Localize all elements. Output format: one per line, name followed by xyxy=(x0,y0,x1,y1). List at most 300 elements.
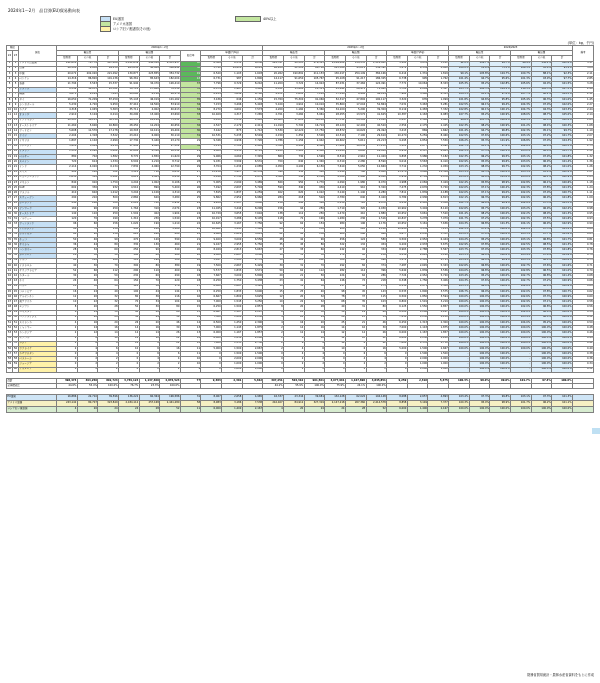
value-cell: 2,000 xyxy=(222,357,243,362)
value-cell: 94.6% xyxy=(469,97,490,102)
value-cell: 100.1% xyxy=(490,149,511,154)
value-cell: 95.1% xyxy=(469,144,490,149)
value-cell: 0.62 xyxy=(573,289,594,294)
value-cell: 93,011 xyxy=(345,66,366,71)
rank-2023-cell: 1 xyxy=(13,61,19,66)
value-cell: 106.8% xyxy=(511,139,532,144)
sub-header-q23-0: 貨物便 xyxy=(263,56,284,61)
value-cell: 96.8% xyxy=(469,253,490,258)
value-cell: 2,942 xyxy=(304,139,325,144)
value-cell: 3,260 xyxy=(284,113,305,118)
value-cell: 1,867 xyxy=(222,284,243,289)
value-cell: 124 xyxy=(345,237,366,242)
value-cell: - xyxy=(511,367,532,372)
value-cell: 100.0% xyxy=(469,331,490,336)
legend-high-swatch xyxy=(235,16,261,22)
value-cell: 1,103 xyxy=(222,71,243,76)
rank-2023-cell: 46 xyxy=(13,294,18,298)
value-cell: 96.9% xyxy=(531,222,552,227)
table-body xyxy=(7,61,594,412)
value-cell: 146 xyxy=(325,279,346,284)
value-cell: 16 xyxy=(345,326,366,331)
rank-2023-cell: 44 xyxy=(13,284,18,288)
value-cell: 36 xyxy=(57,243,78,248)
value-cell: 1,500 xyxy=(407,352,428,357)
value-cell: 730 xyxy=(284,154,305,159)
value-cell: 2,267 xyxy=(242,310,263,315)
value-cell: 1.27 xyxy=(573,170,594,175)
footer-f2-value-cell: 2,147,218 xyxy=(325,400,346,406)
value-cell: 1,850 xyxy=(407,295,428,300)
value-cell: 46,200 xyxy=(263,66,284,71)
value-cell: 117 xyxy=(325,284,346,289)
value-cell: 101.7% xyxy=(449,201,470,206)
value-cell: 100.0% xyxy=(552,336,573,341)
value-cell: 100.3% xyxy=(552,123,573,128)
value-cell: 100.0% xyxy=(449,300,470,305)
value-cell: 103.2% xyxy=(449,232,470,237)
sub-header-p24-2: 計 xyxy=(242,56,263,61)
value-cell: 40 xyxy=(304,289,325,294)
value-cell: 236 xyxy=(263,201,284,206)
value-cell: 97.6% xyxy=(469,279,490,284)
value-cell: 92.3% xyxy=(469,170,490,175)
value-cell: 103.5% xyxy=(469,118,490,123)
value-cell: 11,554 xyxy=(242,170,263,175)
value-cell: 72 xyxy=(284,227,305,232)
value-cell: 6 xyxy=(160,352,181,357)
value-cell: 3,219 xyxy=(428,300,449,305)
value-cell: 14,033 xyxy=(77,87,98,92)
value-cell: 32 xyxy=(98,295,119,300)
value-cell: 5,456 xyxy=(428,201,449,206)
value-cell: 7,031 xyxy=(387,103,408,108)
total-value-cell: 9,259 xyxy=(387,378,408,383)
value-cell: 12.6% xyxy=(469,66,490,71)
value-cell: 1,650 xyxy=(57,175,78,180)
value-cell: 32 xyxy=(304,300,325,305)
rank-2024-cell: 42 xyxy=(7,273,12,277)
footer-f2-value-cell: 327,319 xyxy=(304,400,325,406)
footer-f1-value-cell: 103.1% xyxy=(511,395,532,401)
footer-f2-value-cell: 2,184,112 xyxy=(118,400,139,406)
value-cell: 102.0% xyxy=(552,103,573,108)
rank-2024-cell: 50 xyxy=(7,315,12,319)
value-cell: 37,410 xyxy=(118,103,139,108)
rank-2024-cell: 27 xyxy=(7,196,12,200)
value-cell: 100.0% xyxy=(552,367,573,372)
value-cell: 222,317 xyxy=(263,61,284,66)
value-cell: 1,313 xyxy=(407,320,428,325)
value-cell: 496 xyxy=(366,258,387,263)
value-cell: 20 xyxy=(77,305,98,310)
value-cell: 24 xyxy=(284,310,305,315)
sub-header-vr-0: 貨物便 xyxy=(511,56,532,61)
footer-f1-value-cell: 2,657 xyxy=(407,395,428,401)
rank-2024-cell: 22 xyxy=(7,170,12,174)
value-cell: 21 xyxy=(345,320,366,325)
value-cell: 101.8% xyxy=(449,97,470,102)
value-cell: 43.9% xyxy=(531,66,552,71)
value-cell: 8,770 xyxy=(118,154,139,159)
value-cell: 100.0% xyxy=(469,362,490,367)
value-cell: 43,690 xyxy=(160,113,181,118)
value-cell: 5,400 xyxy=(160,186,181,191)
value-cell: 250 xyxy=(98,212,119,217)
rank-2023-cell: 15 xyxy=(13,133,18,137)
value-cell: 6,014 xyxy=(98,113,119,118)
value-cell: 6,960 xyxy=(242,196,263,201)
value-cell: 24 xyxy=(139,315,160,320)
value-cell: 520 xyxy=(98,201,119,206)
value-cell: 96.8% xyxy=(531,274,552,279)
value-cell: 8,242 xyxy=(242,82,263,87)
value-cell: 5,577 xyxy=(201,269,222,274)
value-cell: 12 xyxy=(180,341,201,346)
value-cell: 101.7% xyxy=(449,217,470,222)
footer-f3-row xyxy=(7,406,594,412)
value-cell: 16 xyxy=(180,300,201,305)
value-cell: 4 xyxy=(77,352,98,357)
value-cell: 10,652 xyxy=(387,212,408,217)
value-cell: 102.2% xyxy=(552,206,573,211)
value-cell: 96,361 xyxy=(118,77,139,82)
value-cell: 104.3% xyxy=(511,103,532,108)
rank-2024-cell: 4 xyxy=(7,77,13,82)
value-cell: 102.3% xyxy=(449,123,470,128)
value-cell: 502 xyxy=(304,196,325,201)
value-cell: 11,420 xyxy=(366,154,387,159)
value-cell: 21 xyxy=(180,243,201,248)
value-cell: 2,121,659 xyxy=(118,61,139,66)
value-cell: 102.0% xyxy=(511,191,532,196)
value-cell: 99.5% xyxy=(490,154,511,159)
value-cell: 2.27 xyxy=(573,103,594,108)
value-cell: 96.8% xyxy=(469,222,490,227)
sub-header-v23-1: その他 xyxy=(345,56,366,61)
value-cell: 49,333 xyxy=(118,118,139,123)
value-cell: 87,031 xyxy=(325,82,346,87)
value-cell: 5,641 xyxy=(242,232,263,237)
value-cell: 11 xyxy=(180,352,201,357)
value-cell: 102.8% xyxy=(511,180,532,185)
value-cell: 2,224 xyxy=(77,92,98,97)
value-cell: 6,791 xyxy=(242,149,263,154)
value-cell: 190 xyxy=(139,258,160,263)
value-cell: 950 xyxy=(284,180,305,185)
rank-2024-cell: 13 xyxy=(7,123,12,127)
value-cell: 115 xyxy=(366,295,387,300)
value-cell: 126,410 xyxy=(160,82,181,87)
value-cell: 16 xyxy=(284,320,305,325)
value-cell: 96.1% xyxy=(531,180,552,185)
value-cell: 250 xyxy=(118,248,139,253)
value-cell: 0.85 xyxy=(573,232,594,237)
footer-f2-value-cell: 3,186 xyxy=(222,400,243,406)
value-cell: 1,500 xyxy=(428,352,449,357)
value-cell: 102.5% xyxy=(511,243,532,248)
value-cell: 6,000 xyxy=(387,336,408,341)
rank-2023-cell: 43 xyxy=(13,279,18,283)
value-cell: 27 xyxy=(180,170,201,175)
value-cell: 96.8% xyxy=(469,263,490,268)
value-cell: 29 xyxy=(263,274,284,279)
value-cell: 60 xyxy=(98,248,119,253)
rank-2024-cell: 24 xyxy=(7,180,12,184)
value-cell: 5,530 xyxy=(263,129,284,134)
value-cell: 40,654 xyxy=(160,123,181,128)
value-cell: 19 xyxy=(180,269,201,274)
value-cell: 8,510 xyxy=(325,154,346,159)
rank-2023-cell: 3 xyxy=(13,71,19,76)
value-cell: 95.8% xyxy=(469,180,490,185)
footer-f3-value-cell: 24 xyxy=(304,406,325,412)
footer-f3-value-cell: 100.0% xyxy=(490,406,511,412)
value-cell: 3,436 xyxy=(201,97,222,102)
value-cell: 29,610 xyxy=(366,134,387,139)
value-cell: 100.0% xyxy=(449,341,470,346)
value-cell: 1,500 xyxy=(222,352,243,357)
rank-2023-cell: 13 xyxy=(13,123,18,127)
value-cell: 0.36 xyxy=(573,357,594,362)
value-cell: 62 xyxy=(263,232,284,237)
rank-2023-cell: 19 xyxy=(13,154,18,158)
footer-f2-value-cell: 8,983 xyxy=(201,400,222,406)
value-cell: 880 xyxy=(57,154,78,159)
value-cell: 100.0% xyxy=(490,310,511,315)
value-cell: 44 xyxy=(139,289,160,294)
value-cell: 1,904 xyxy=(160,212,181,217)
value-cell: 182 xyxy=(304,258,325,263)
value-cell: 99.6% xyxy=(490,160,511,165)
value-cell: 103.3% xyxy=(511,232,532,237)
country-name-cell: スウェーデン xyxy=(19,196,57,201)
value-cell: 190 xyxy=(139,222,160,227)
value-cell: 82 xyxy=(345,253,366,258)
share-value-cell: 100.0% xyxy=(160,384,181,389)
value-cell: 91,940 xyxy=(118,82,139,87)
value-cell: 10,962 xyxy=(387,206,408,211)
value-cell: 0 xyxy=(263,362,284,367)
value-cell: 10,652 xyxy=(387,222,408,227)
value-cell: 9,895 xyxy=(387,154,408,159)
value-cell: 250 xyxy=(304,206,325,211)
value-cell: 1,289,024 xyxy=(325,61,346,66)
value-cell: 5,740 xyxy=(201,66,222,71)
value-cell: 100.0% xyxy=(511,346,532,351)
value-cell: 2,200 xyxy=(428,336,449,341)
value-cell: 6,250 xyxy=(387,320,408,325)
legend-russia-swatch xyxy=(100,26,111,32)
value-cell: 580 xyxy=(366,237,387,242)
footer-f1-value-cell: 97.3% xyxy=(531,395,552,401)
value-cell: 18 xyxy=(180,279,201,284)
value-cell: 1.85 xyxy=(573,118,594,123)
value-cell: 9,950 xyxy=(98,103,119,108)
value-cell: 7,726 xyxy=(242,139,263,144)
footer-f3-value-cell: 24 xyxy=(325,406,346,412)
value-cell: 100.0% xyxy=(531,341,552,346)
value-cell: 40,060 xyxy=(118,92,139,97)
rank-2024-cell: 47 xyxy=(7,299,12,303)
value-cell: 12,220 xyxy=(284,129,305,134)
value-cell: 71.5% xyxy=(490,66,511,71)
value-cell: 10 xyxy=(139,336,160,341)
value-cell: 1,250 xyxy=(407,336,428,341)
value-cell: 100.0% xyxy=(531,331,552,336)
value-cell: 6,500 xyxy=(201,320,222,325)
rank-2024-cell: 26 xyxy=(7,190,12,194)
total-value-cell: 100.3% xyxy=(449,378,470,383)
value-cell: 2 xyxy=(263,331,284,336)
footer-f1-value-cell: 99.8% xyxy=(490,395,511,401)
value-cell: 103.2% xyxy=(511,206,532,211)
footer-f2-value-cell: 2,441,280 xyxy=(160,400,181,406)
value-cell: 4,090 xyxy=(325,180,346,185)
value-cell: 106.2% xyxy=(449,139,470,144)
value-cell: 23,210 xyxy=(118,134,139,139)
value-cell: 39 xyxy=(325,310,346,315)
value-cell: 1,250 xyxy=(222,336,243,341)
value-cell: 102.3% xyxy=(531,87,552,92)
total-value-cell: 77 xyxy=(180,378,201,383)
value-cell: 105.8% xyxy=(449,175,470,180)
value-cell: 5,343 xyxy=(428,263,449,268)
value-cell: 4,100 xyxy=(284,165,305,170)
value-cell: 47,312 xyxy=(325,118,346,123)
footer-f2-value-cell: 98.9% xyxy=(490,400,511,406)
value-cell: 108.0% xyxy=(511,113,532,118)
value-cell: 103.3% xyxy=(552,108,573,113)
footer-f3-value-cell: 20 xyxy=(77,406,98,412)
value-cell: 132 xyxy=(345,243,366,248)
value-cell: 1.36 xyxy=(573,160,594,165)
value-cell: 120 xyxy=(118,284,139,289)
value-cell: 58 xyxy=(345,284,366,289)
value-cell: 29 xyxy=(180,165,201,170)
value-cell: 100.0% xyxy=(449,305,470,310)
rank-2024-cell: 30 xyxy=(7,211,12,215)
value-cell: 1,176 xyxy=(366,222,387,227)
sub-header-p23-0: 貨物便 xyxy=(387,56,408,61)
value-cell: 4,900 xyxy=(428,66,449,71)
value-cell: 8,116 xyxy=(139,92,160,97)
rank-2023-cell: 49 xyxy=(13,310,18,314)
value-cell: 6 xyxy=(366,352,387,357)
value-cell: 2 xyxy=(57,346,78,351)
value-cell: 250 xyxy=(98,206,119,211)
value-cell: 5,600 xyxy=(242,201,263,206)
sub-header-qr-1: その他 xyxy=(469,56,490,61)
value-cell: 100.0% xyxy=(449,346,470,351)
rank-2023-cell: 4 xyxy=(13,77,19,82)
country-name-cell: ロシア xyxy=(19,341,57,346)
country-name-cell: カナダ xyxy=(19,108,57,113)
value-cell: 50 xyxy=(263,269,284,274)
value-cell: 7,000 xyxy=(201,326,222,331)
value-cell: 1,839 xyxy=(407,191,428,196)
value-cell: 3,625 xyxy=(242,295,263,300)
value-cell: 340 xyxy=(160,248,181,253)
value-cell: 334 xyxy=(366,248,387,253)
value-cell: 20 xyxy=(57,253,78,258)
value-cell: 402 xyxy=(57,170,78,175)
value-cell: 3,387 xyxy=(428,87,449,92)
value-cell: 96.0% xyxy=(531,315,552,320)
rank-2024-cell: 35 xyxy=(7,237,12,241)
value-cell: 11,440 xyxy=(325,149,346,154)
value-cell: 2,874 xyxy=(242,175,263,180)
value-cell: 1,545 xyxy=(222,300,243,305)
value-cell: 6,738 xyxy=(387,77,408,82)
value-cell: 2,162 xyxy=(98,175,119,180)
rank-2023-cell: 29 xyxy=(13,206,18,210)
value-cell: 1.32 xyxy=(573,154,594,159)
value-cell: 102.3% xyxy=(511,217,532,222)
rank-2023-cell: 48 xyxy=(13,305,18,309)
value-cell: 1,318 xyxy=(77,134,98,139)
value-cell: 20,072 xyxy=(57,71,78,76)
value-cell: 103.0% xyxy=(490,175,511,180)
value-cell: 17,002 xyxy=(325,144,346,149)
value-cell: 154,555 xyxy=(345,61,366,66)
value-cell: 101.4% xyxy=(552,274,573,279)
value-cell: 0 xyxy=(325,357,346,362)
value-cell: 4 xyxy=(263,320,284,325)
value-cell: 5,667 xyxy=(242,248,263,253)
rank-2024-cell: 40 xyxy=(7,263,12,267)
footer-f3-value-cell: 1,400 xyxy=(222,406,243,412)
value-cell: 2 xyxy=(98,367,119,372)
value-cell: 4,691 xyxy=(222,108,243,113)
value-cell: 6,444 xyxy=(428,237,449,242)
value-cell: 37 xyxy=(345,295,366,300)
country-name-cell: ハンガリー xyxy=(19,248,57,253)
value-cell: 80 xyxy=(139,263,160,268)
value-cell: 330 xyxy=(77,186,98,191)
value-cell: 101.4% xyxy=(449,77,470,82)
value-cell: 17,730 xyxy=(118,139,139,144)
value-cell: 80 xyxy=(366,305,387,310)
value-cell: 3,167 xyxy=(222,222,243,227)
value-cell: 3,500 xyxy=(304,134,325,139)
rank-2023-cell: 28 xyxy=(13,201,18,205)
footer-f1-value-cell: 97.3% xyxy=(469,395,490,401)
country-name-cell: アイルランド xyxy=(19,227,57,232)
value-cell: 2,916 xyxy=(201,175,222,180)
value-cell: 22,500 xyxy=(284,66,305,71)
value-cell: 102.1% xyxy=(449,196,470,201)
sub-header-q23-1: その他 xyxy=(284,56,305,61)
value-cell: 38,200 xyxy=(304,118,325,123)
value-cell: 7,573 xyxy=(242,108,263,113)
value-cell: 100.0% xyxy=(552,331,573,336)
value-cell: 96.8% xyxy=(469,284,490,289)
value-cell: 101.4% xyxy=(449,212,470,217)
value-cell: 100.7% xyxy=(552,191,573,196)
country-name-cell: チェコ xyxy=(19,237,57,242)
rank-2023-cell: 56 xyxy=(13,346,18,350)
value-cell: 21,511 xyxy=(304,87,325,92)
value-cell: 100.2% xyxy=(449,66,470,71)
value-cell: 12 xyxy=(284,331,305,336)
value-cell: 100.0% xyxy=(469,295,490,300)
value-cell: 4,259 xyxy=(242,191,263,196)
value-cell: 100.0% xyxy=(490,346,511,351)
value-cell: 105.0% xyxy=(511,175,532,180)
value-cell: 16,312 xyxy=(160,149,181,154)
value-cell: 6,158 xyxy=(387,284,408,289)
